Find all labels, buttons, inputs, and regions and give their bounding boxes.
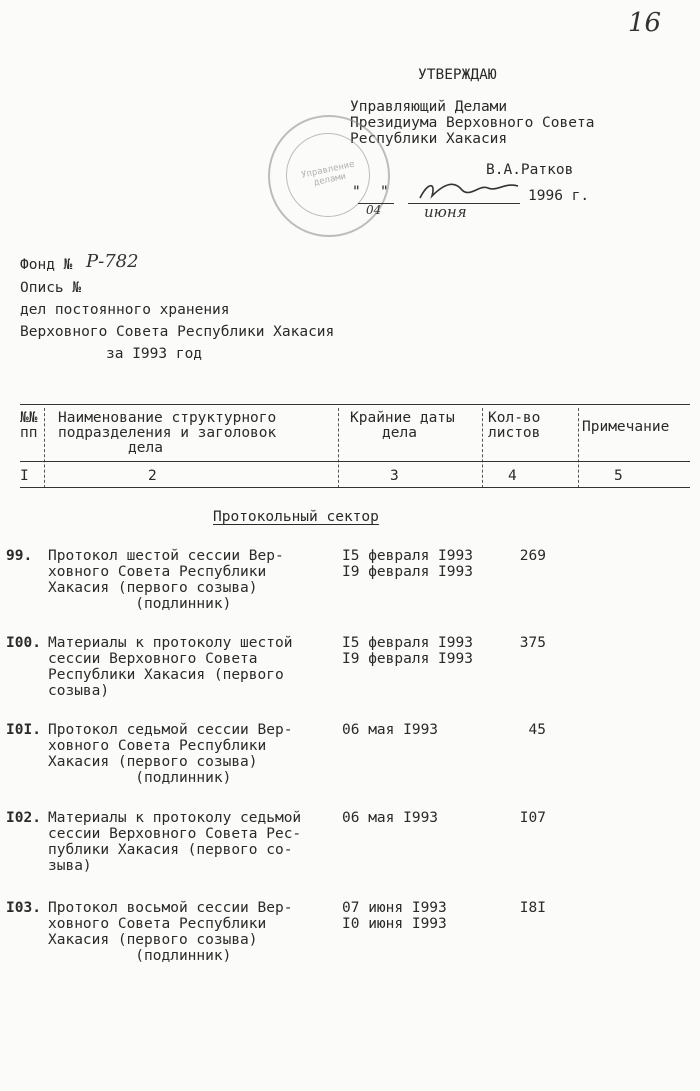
- row-date: 06 мая I993: [342, 810, 439, 826]
- col-num-header-1: №№: [20, 410, 38, 426]
- row-title-line: Протокол шестой сессии Вер-: [48, 548, 284, 564]
- row-date: I9 февраля I993: [342, 564, 473, 580]
- row-title-line: Хакасия (первого созыва): [48, 580, 258, 596]
- row-title-line: Протокол восьмой сессии Вер-: [48, 900, 293, 916]
- approval-name: В.А.Ратков: [486, 162, 574, 178]
- col-number-1: I: [20, 468, 29, 484]
- approval-line-1: Управляющий Делами: [350, 99, 508, 115]
- col-sheets-header-2: листов: [488, 425, 541, 441]
- row-number: I00.: [6, 635, 41, 651]
- col-title-header-3: дела: [128, 440, 163, 456]
- col-number-5: 5: [614, 468, 623, 484]
- row-title-line: Материалы к протоколу шестой: [48, 635, 293, 651]
- row-title-line: ховного Совета Республики: [48, 916, 267, 932]
- fond-label: Фонд №: [20, 257, 73, 273]
- date-year: 1996 г.: [528, 188, 590, 204]
- row-date: I5 февраля I993: [342, 548, 473, 564]
- table-bottom-rule: [20, 487, 690, 488]
- row-title-line: Республики Хакасия (первого: [48, 667, 284, 683]
- col-num-header-2: пп: [20, 425, 38, 441]
- row-title-line: Протокол седьмой сессии Вер-: [48, 722, 293, 738]
- row-date: 07 июня I993: [342, 900, 447, 916]
- col-title-header-1: Наименование структурного: [58, 410, 277, 426]
- col-notes-header: Примечание: [582, 419, 670, 435]
- date-open-quote: ": [352, 184, 361, 200]
- row-title-line: (подлинник): [48, 596, 232, 612]
- col-title-header-2: подразделения и заголовок: [58, 425, 277, 441]
- row-title-line: зыва): [48, 858, 92, 874]
- date-day-line: [358, 203, 394, 204]
- col-dates-header-1: Крайние даты: [350, 410, 455, 426]
- row-date: I0 июня I993: [342, 916, 447, 932]
- row-date: 06 мая I993: [342, 722, 439, 738]
- col-number-2: 2: [148, 468, 157, 484]
- section-title: Протокольный сектор: [213, 509, 379, 525]
- col-number-3: 3: [390, 468, 399, 484]
- stamp-text: Управление делами: [300, 159, 356, 189]
- row-date: I5 февраля I993: [342, 635, 473, 651]
- signature: [414, 176, 524, 206]
- approval-title: УТВЕРЖДАЮ: [418, 67, 497, 83]
- page-number: 16: [628, 8, 662, 38]
- row-title-line: сессии Верховного Совета Рес-: [48, 826, 302, 842]
- col-sheets-header-1: Кол-во: [488, 410, 541, 426]
- row-number: 99.: [6, 548, 33, 564]
- row-number: I03.: [6, 900, 41, 916]
- table-mid-rule: [20, 461, 690, 462]
- row-title-line: Хакасия (первого созыва): [48, 754, 258, 770]
- inventory-line-2: Верховного Совета Республики Хакасия: [20, 324, 335, 340]
- column-separator-1: [44, 408, 45, 488]
- date-close-quote: ": [380, 184, 389, 200]
- row-date: I9 февраля I993: [342, 651, 473, 667]
- date-day: 04: [366, 203, 382, 217]
- row-title-line: сессии Верховного Совета: [48, 651, 258, 667]
- date-month: июня: [424, 203, 467, 221]
- inventory-line-3: за I993 год: [106, 346, 203, 362]
- row-title-line: ховного Совета Республики: [48, 564, 267, 580]
- row-title-line: Хакасия (первого созыва): [48, 932, 258, 948]
- row-title-line: ховного Совета Республики: [48, 738, 267, 754]
- row-number: I02.: [6, 810, 41, 826]
- inventory-line-1: дел постоянного хранения: [20, 302, 230, 318]
- column-separator-2: [338, 408, 339, 488]
- col-number-4: 4: [508, 468, 517, 484]
- row-sheets: 375: [519, 635, 546, 651]
- approval-line-3: Республики Хакасия: [350, 131, 508, 147]
- opis-label: Опись №: [20, 280, 82, 296]
- row-title-line: (подлинник): [48, 770, 232, 786]
- row-title-line: (подлинник): [48, 948, 232, 964]
- row-sheets: 45: [528, 722, 546, 738]
- column-separator-4: [578, 408, 579, 488]
- approval-line-2: Президиума Верховного Совета: [350, 115, 595, 131]
- official-stamp: [268, 115, 390, 237]
- row-title-line: Материалы к протоколу седьмой: [48, 810, 302, 826]
- row-sheets: I07: [519, 810, 546, 826]
- row-number: I0I.: [6, 722, 41, 738]
- column-separator-3: [482, 408, 483, 488]
- row-sheets: I8I: [519, 900, 546, 916]
- fond-value: Р-782: [86, 251, 139, 272]
- row-title-line: созыва): [48, 683, 110, 699]
- row-sheets: 269: [519, 548, 546, 564]
- col-dates-header-2: дела: [382, 425, 417, 441]
- table-top-rule: [20, 404, 690, 405]
- row-title-line: публики Хакасия (первого со-: [48, 842, 293, 858]
